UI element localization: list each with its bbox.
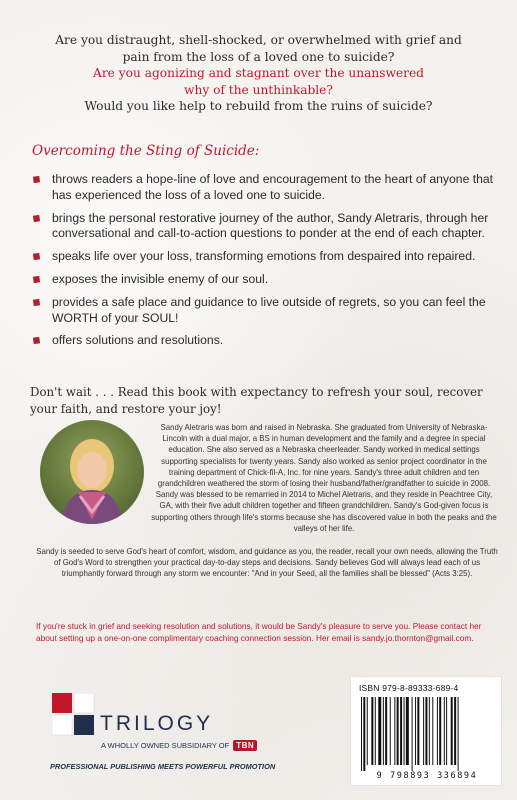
list-item [30,249,500,265]
list-item [30,211,500,243]
barcode-icon [359,697,495,771]
list-item [30,295,500,327]
bullet-mark-icon [32,275,41,284]
intro-line-5: Would you like help to rebuild from the ruins of suicide? [84,99,433,113]
author-photo [40,420,144,524]
book-subtitle: Overcoming the Sting of Suicide: [32,143,260,159]
tbn-logo: TBN [233,740,257,751]
contact-info: If you're stuck in grief and seeking resolution and solutions, it would be Sandy's pleasure to serve you. Please contact her about setting up a one-on-one complimentary coaching connection session. Her email is sandy.jo.thornton@gmail.com. [36,621,482,643]
call-to-action: Don't wait . . . Read this book with expectancy to refresh your soul, recover your faith, and restore your joy! [30,385,483,416]
publisher-name: TRILOGY [100,712,214,735]
list-item-text: speaks life over your loss, transforming emotions from despaired into repaired. [52,249,476,264]
author-portrait-icon [40,420,144,524]
isbn-label: ISBN 979-8-89333-689-4 [359,683,459,693]
barcode-number: 9 798893 336894 [376,771,478,781]
bullet-mark-icon [32,336,41,345]
author-bio: Sandy Aletraris was born and raised in Nebraska. She graduated from University of Nebraska-Lincoln with a dual major, a BS in human development and the family and a degree in special education. She also served as a Nebraska cheerleader. Sandy worked in medical settings supporting specialists for twenty years. Sandy also worked as senior project coordinator in the training department of Chick-fil-A, Inc. for nine years. Sandy's three adult children and ten grandchildren weathered the storm of losing their husband/father/grandfather to suicide in 2008. Sandy was blessed to be remarried in 2014 to Michel Aletraris, and they reside in Peachtree City, GA, with their five adult children together and fifteen grandchildren. Sandy's God-given focus is supporting others through life's storms because she has discovered value in both the peaks and the valleys of her life. [151,423,497,533]
list-item [30,172,500,204]
list-item-text: exposes the invisible enemy of our soul. [52,271,269,286]
publisher-tagline: PROFESSIONAL PUBLISHING MEETS POWERFUL PROMOTION [50,762,276,771]
intro-questions [18,32,499,115]
publisher-subsidiary-line [101,740,257,751]
list-item-text: offers solutions and resolutions. [52,333,224,348]
trilogy-logo-icon [52,693,98,744]
list-item-text: provides a safe place and guidance to live outside of regrets, so you can feel the WORTH of your SOUL! [52,294,486,325]
list-item [30,333,500,349]
list-item-text: throws readers a hope-line of love and encouragement to the heart of anyone that has experienced the loss of a loved one to suicide. [52,172,494,202]
intro-line-2: pain from the loss of a loved one to suicide? [122,49,395,64]
publisher-subsidiary-text: A WHOLLY OWNED SUBSIDIARY OF [101,741,230,750]
author-bio-continued: Sandy is seeded to serve God's heart of comfort, wisdom, and guidance as you, the reader, recall your own needs, allowing the Truth of God's Word to strengthen your practical day-to-day steps and decisions. Sandy believes God will always lead each of us triumphantly forward through any storm we encounter: "And in your Seed, all the families shall be blessed" (Acts 3:25). [36,547,498,579]
bullet-mark-icon [32,214,41,223]
list-item-text: brings the personal restorative journey of the author, Sandy Aletraris, through her conversational and call-to-action questions to ponder at the end of each chapter. [52,210,489,241]
bullet-mark-icon [32,252,41,261]
intro-line-3: Are you agonizing and stagnant over the unanswered [93,66,424,80]
bullet-mark-icon [32,298,41,307]
intro-line-4: why of the unthinkable? [184,82,333,97]
intro-line-1: Are you distraught, shell-shocked, or overwhelmed with grief and [55,33,462,47]
list-item [30,272,500,288]
barcode-box [350,676,502,786]
feature-list [30,172,500,356]
bullet-mark-icon [32,175,41,184]
